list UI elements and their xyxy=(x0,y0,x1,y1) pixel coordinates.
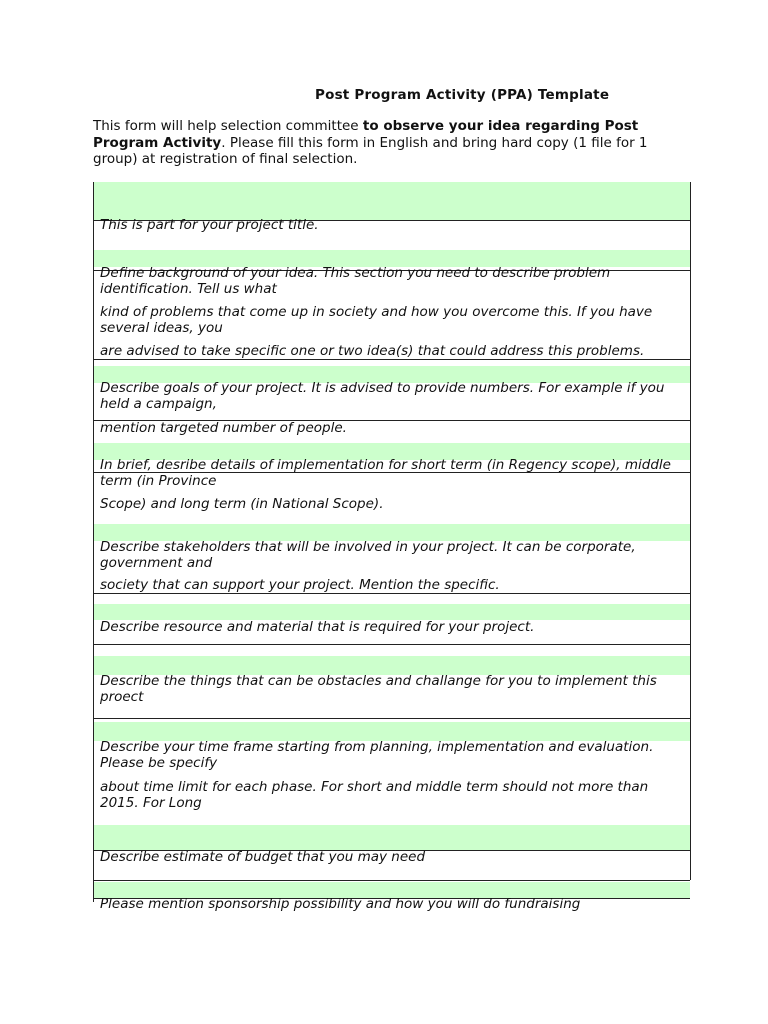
row-stakeholders-hint-2: society that can support your project. Mention the specific. xyxy=(100,577,500,593)
budget-field[interactable] xyxy=(94,825,690,850)
ppa-form-table xyxy=(93,182,690,912)
row-goals-hint: Describe goals of your project. It is advised to provide numbers. For example if you held a campaign, xyxy=(100,380,665,412)
row-implementation-hint-2: Scope) and long term (in National Scope). xyxy=(100,496,384,512)
page-title: Post Program Activity (PPA) Template xyxy=(315,87,610,103)
row-timeframe-hint-2: about time limit for each phase. For short and middle term should not more than 2015. For Long xyxy=(100,779,649,811)
row-obstacles-hint: Describe the things that can be obstacles and challange for you to implement this proect xyxy=(100,673,657,705)
row-budget-hint: Describe estimate of budget that you may need xyxy=(100,849,426,865)
row-goals-hint-2: mention targeted number of people. xyxy=(100,420,347,436)
intro-paragraph xyxy=(93,118,683,168)
row-background-hint-2: kind of problems that come up in society and how you overcome this. If you have several ideas, you xyxy=(100,304,653,336)
row-background-hint-3: are advised to take specific one or two idea(s) that could address this problems. xyxy=(100,343,645,359)
row-sponsorship-hint: Please mention sponsorship possibility and how you will do fundraising xyxy=(100,896,581,912)
resources-field[interactable] xyxy=(94,604,690,620)
row-stakeholders-hint: Describe stakeholders that will be involved in your project. It can be corporate, government and xyxy=(100,539,636,571)
row-timeframe-hint: Describe your time frame starting from planning, implementation and evaluation. Please be specify xyxy=(100,739,654,771)
row-resources-hint: Describe resource and material that is required for your project. xyxy=(100,619,535,635)
intro-text-end: . Please fill this form in English and bring hard copy (1 file for 1 group) at registration of final selection. xyxy=(93,134,648,167)
title-field[interactable] xyxy=(94,182,690,220)
row-background-hint: Define background of your idea. This section you need to describe problem identification. Tell us what xyxy=(100,265,611,297)
table-right-border xyxy=(690,182,691,880)
row-implementation-hint: In brief, desribe details of implementation for short term (in Regency scope), middle term (in Province xyxy=(100,457,671,489)
row-title-hint: This is part for your project title. xyxy=(100,217,319,233)
row-divider xyxy=(94,644,690,645)
intro-bold-text: to observe your idea regarding Post Program Activity xyxy=(93,118,639,151)
row-divider xyxy=(94,880,690,881)
intro-text: This form will help selection committee xyxy=(93,118,363,134)
row-divider xyxy=(94,718,690,719)
